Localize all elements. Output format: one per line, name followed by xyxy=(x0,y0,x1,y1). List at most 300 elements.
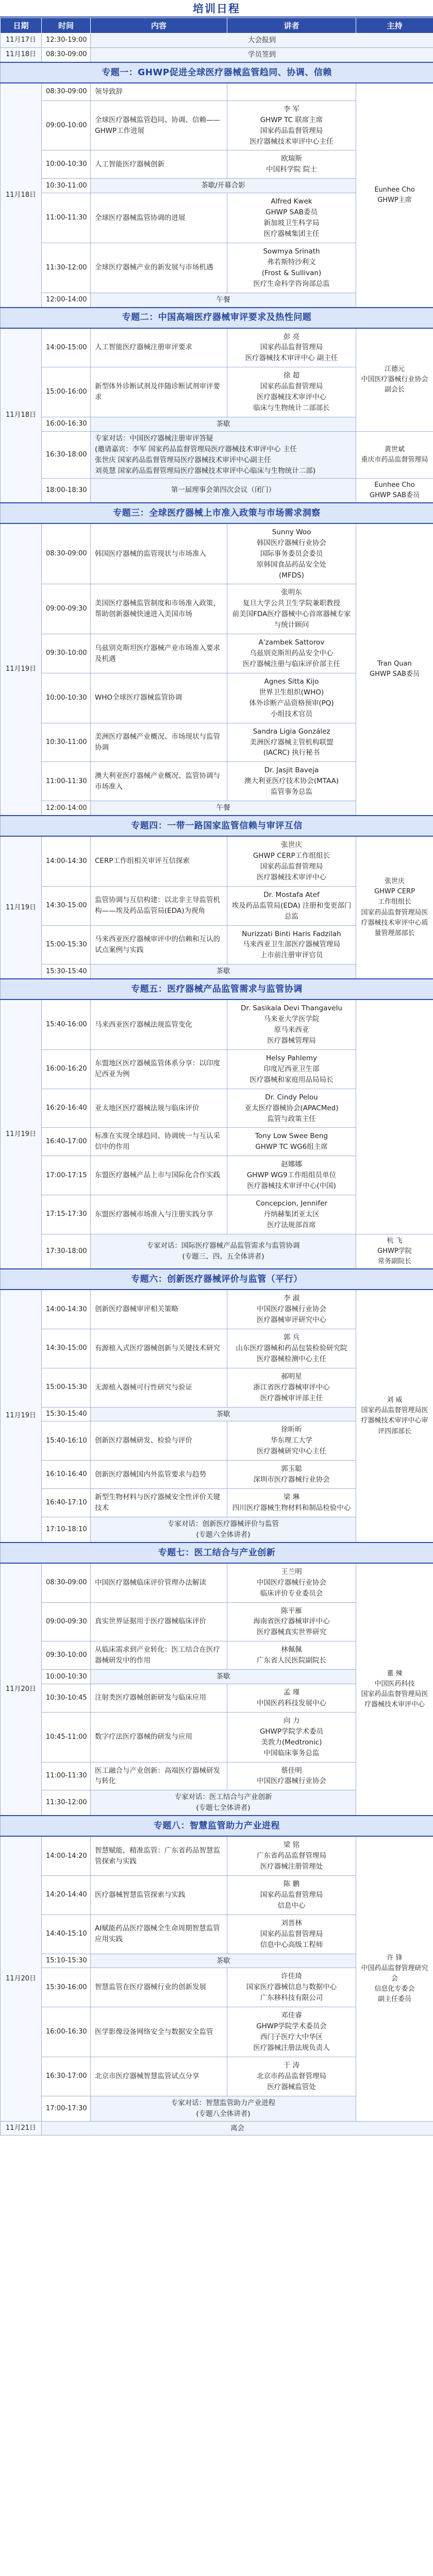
host-cell xyxy=(356,328,433,432)
text-line: 医疗器械技术审评中心 副主任 xyxy=(245,354,338,363)
time-cell: 15:10-15:30 xyxy=(42,1954,91,1968)
content-cell xyxy=(91,1790,356,1816)
text-line: 副主任委员 xyxy=(377,1995,411,2004)
time-cell: 14:00-14:30 xyxy=(42,1290,91,1329)
time-cell: 15:30-15:40 xyxy=(42,964,91,979)
host-cell xyxy=(356,431,433,478)
topic-cell: 创新医疗器械研发、检验与评价 xyxy=(91,1421,227,1461)
text-line: 医疗器械技术审评中心主任 xyxy=(249,137,334,146)
speaker-cell xyxy=(227,673,356,723)
time-cell: 17:00-17:30 xyxy=(42,2096,91,2121)
date-cell: 11月19日 xyxy=(1,1290,42,1543)
topic-cell: 人工智能医疗器械创新 xyxy=(91,150,227,179)
host-cell xyxy=(356,1234,433,1269)
table-row xyxy=(1,1836,433,1875)
text-line: Sowmya Srinath xyxy=(263,247,320,256)
text-line: 茶歇/开幕合影 xyxy=(201,181,245,190)
text-line: 北京市药品监督管理局 xyxy=(257,2072,326,2080)
time-cell: 16:40-17:00 xyxy=(42,1128,91,1156)
time-cell: 10:45-11:00 xyxy=(42,1712,91,1762)
text-line: 中国临床事务总监 xyxy=(263,1749,320,1757)
time-cell: 10:30-10:45 xyxy=(42,1684,91,1713)
text-line: 马来西亚卫生部医疗器械管理局 xyxy=(243,940,340,949)
text-line: 刘英慧 国家药品监督管理局医疗器械技术审评中心临床与生物统计二部) xyxy=(95,466,316,475)
speaker-cell xyxy=(227,925,356,964)
text-line: 监管事务总监 xyxy=(271,788,312,796)
section-header-cell xyxy=(1,503,433,523)
text-line: 医疗器械管理局 xyxy=(267,1036,316,1045)
text-line: 欧瑞斯 xyxy=(281,155,302,163)
text-line: Dr. Jasjit Baveja xyxy=(264,766,319,775)
section-title: 专题一：GHWP促进全球医疗器械监管趋同、协调、信赖 xyxy=(102,67,332,78)
section-header-cell xyxy=(1,308,433,328)
time-cell: 14:30-15:00 xyxy=(42,1329,91,1368)
time-cell: 14:00-15:00 xyxy=(42,328,91,367)
time-cell: 16:00-16:20 xyxy=(42,1049,91,1089)
text-line: 茶歇 xyxy=(216,1410,230,1418)
text-line: 深圳市医疗器械行业协会 xyxy=(253,1476,330,1484)
text-line: 医疗器械技术审评中心(中国) xyxy=(247,1182,336,1191)
text-line: (专题八全体讲者) xyxy=(196,2109,251,2118)
time-cell: 18:00-18:30 xyxy=(42,478,91,503)
page-title: 培训日程 xyxy=(193,3,240,15)
date-cell: 11月20日 xyxy=(1,1836,42,2121)
text-line: 澳大利亚医疗技术协会(MTAA) xyxy=(244,777,339,786)
col-header-speaker: 讲者 xyxy=(227,18,356,33)
text-line: Dr. Cindy Pelou xyxy=(265,1093,318,1101)
text-line: 医疗生命科学咨询部总监 xyxy=(253,279,330,288)
col-header-time: 时间 xyxy=(42,18,91,33)
text-line: 医疗器械审评研究中心 xyxy=(257,1316,326,1325)
speaker-cell xyxy=(227,2007,356,2057)
text-line: GHWP SAB委员 xyxy=(370,670,420,679)
text-line: A'zambek Sattorov xyxy=(258,638,325,647)
text-line: 丹纳赫集团亚太区 xyxy=(263,1210,320,1218)
speaker-cell xyxy=(227,723,356,762)
text-line: 工作组组长 xyxy=(377,898,411,906)
speaker-cell xyxy=(227,1368,356,1407)
time-cell: 15:00-15:30 xyxy=(42,1368,91,1407)
text-line: 张世庆 xyxy=(384,877,405,886)
text-line: 医疗器械技术审评中心 xyxy=(257,873,326,882)
text-line: (专题七全体讲者) xyxy=(196,1804,251,1812)
time-cell: 09:00-09:30 xyxy=(42,584,91,634)
text-line: 信息中心高级工程师 xyxy=(260,1940,323,1949)
topic-cell: 全球医疗器械监管趋同、协调、信赖——GHWP工作进展 xyxy=(91,100,227,150)
topic-cell: 领导致辞 xyxy=(91,83,227,100)
text-line: Tran Quan xyxy=(377,660,412,668)
speaker-cell xyxy=(227,836,356,886)
schedule-body xyxy=(1,33,433,2136)
section-header-cell xyxy=(1,1269,433,1290)
text-line: 茶歇 xyxy=(216,967,230,976)
topic-cell: 东盟医疗器械产品上市与国际化合作实践 xyxy=(91,1156,227,1195)
speaker-cell xyxy=(227,1836,356,1875)
content-cell xyxy=(91,964,356,979)
text-line: Nurizzati Binti Haris Fadzilah xyxy=(242,929,341,938)
speaker-cell xyxy=(227,1195,356,1234)
content-cell: 离会 xyxy=(42,2121,433,2136)
text-line: 国家药品监督管理局 xyxy=(260,862,323,871)
text-line: (MFDS) xyxy=(279,571,304,580)
topic-cell: 全球医疗器械监管协调的进展 xyxy=(91,193,227,243)
text-line: GHWP SAB委员 xyxy=(370,491,420,499)
topic-cell: 医疗器械智慧监管探索与实践 xyxy=(91,1876,227,1915)
section-header-row xyxy=(1,503,433,523)
text-line: 张世庆 国家药品监督管理局医疗器械技术审评中心副主任 xyxy=(95,455,271,464)
section-header-cell xyxy=(1,816,433,836)
col-header-content: 内容 xyxy=(91,18,227,33)
text-line: 国际事务委员会委员 xyxy=(260,549,323,558)
text-line: 印度尼西亚卫生部 xyxy=(263,1064,320,1073)
text-line: GHWP主席 xyxy=(377,196,412,204)
time-cell: 10:00-10:30 xyxy=(42,1670,91,1684)
text-line: GHWP SAB委员 xyxy=(265,208,318,217)
text-line: GHWP CERP xyxy=(374,888,415,896)
time-cell: 15:30-16:00 xyxy=(42,1968,91,2007)
text-line: 杭 飞 xyxy=(387,1236,403,1245)
text-line: 医疗器械注册管理处 xyxy=(260,1862,323,1871)
speaker-cell xyxy=(227,150,356,179)
topic-cell: 美国医疗器械监管制度和市场准入政策，帮助创新器械快速进入美国市场 xyxy=(91,584,227,634)
text-line: 江德元 xyxy=(384,365,405,373)
text-line: 国家药品监督管理局 xyxy=(260,343,323,352)
text-line: (Frost & Sullivan) xyxy=(261,268,322,277)
topic-cell: 智慧赋能，精准监管：广东省药品智慧监管探索与实践 xyxy=(91,1836,227,1875)
text-line: 广东省人民医院副院长 xyxy=(257,1656,326,1665)
text-line: Sunny Woo xyxy=(272,528,311,536)
text-line: 专家对话：医工结合与产业创新 xyxy=(174,1793,272,1802)
text-line: 国家药品监督管理局 xyxy=(260,126,323,135)
time-cell: 08:30-09:00 xyxy=(42,1563,91,1602)
date-cell: 11月21日 xyxy=(1,2121,42,2136)
topic-cell: 真实世界证据用于医疗器械临床评价 xyxy=(91,1602,227,1641)
topic-cell: 北京市医疗器械智慧监管试点分享 xyxy=(91,2057,227,2096)
topic-cell: 医学影像设备网络安全与数据安全监管 xyxy=(91,2007,227,2057)
text-line: 医疗器械注册与临床评价部主任 xyxy=(243,660,340,668)
text-line: 午餐 xyxy=(216,804,230,812)
text-line: 医疗器械和家庭用品局局长 xyxy=(249,1075,334,1084)
text-line: 西门子医疗大中华区 xyxy=(260,2033,323,2042)
text-line: 新加坡卫生科学局 xyxy=(263,219,320,228)
speaker-cell xyxy=(227,328,356,367)
text-line: 中国医疗器械行业协会 xyxy=(257,1578,326,1587)
text-line: (邀请嘉宾：李军 国家药品监督管理局医疗器械技术审评中心 主任 xyxy=(95,445,297,453)
time-cell: 17:30-18:00 xyxy=(42,1234,91,1269)
text-line: 小组技术官员 xyxy=(271,709,312,718)
speaker-cell xyxy=(227,1329,356,1368)
speaker-cell xyxy=(227,762,356,801)
content-cell xyxy=(91,1234,356,1269)
text-line: 蔡佳明 xyxy=(281,1766,302,1775)
topic-cell: 从临床需求到产业转化：医工结合在医疗器械研发中的作用 xyxy=(91,1641,227,1670)
text-line: 茶歇 xyxy=(216,1672,230,1681)
text-line: Eunhee Cho xyxy=(374,481,415,489)
time-cell: 16:20-16:40 xyxy=(42,1089,91,1128)
text-line: 李 淑 xyxy=(283,1294,300,1303)
text-line: Dr. Mostafa Atef xyxy=(263,890,320,899)
text-line: 华东理工大学 xyxy=(271,1436,312,1445)
text-line: 刘 威 xyxy=(387,1396,403,1404)
speaker-cell xyxy=(227,1684,356,1713)
text-line: 信息中心 xyxy=(277,1901,306,1910)
topic-cell: 乌兹别克斯坦医疗器械产业市场准入要求及机遇 xyxy=(91,634,227,673)
host-cell xyxy=(356,1563,433,1816)
section-title: 专题二：中国高端医疗器械审评要求及热性问题 xyxy=(122,312,312,323)
time-cell: 11:30-12:00 xyxy=(42,1790,91,1816)
time-cell: 14:00-14:20 xyxy=(42,1836,91,1875)
text-line: 张明东 xyxy=(281,588,302,597)
time-cell: 14:00-14:30 xyxy=(42,836,91,886)
host-cell xyxy=(356,1836,433,2121)
topic-cell: 新型体外诊断试剂及伴随诊断试剂审评要求 xyxy=(91,367,227,417)
text-line: 海南省医疗器械审评中心 xyxy=(253,1617,330,1626)
section-header-cell xyxy=(1,979,433,999)
text-line: 浙江省医疗器械审评中心 xyxy=(253,1383,330,1392)
text-line: 第一届理事会第四次会议（闭门） xyxy=(171,486,276,495)
time-cell: 11:00-11:30 xyxy=(42,1762,91,1790)
table-row xyxy=(1,328,433,367)
col-header-date: 日期 xyxy=(1,18,42,33)
content-cell xyxy=(91,1670,356,1684)
date-cell: 11月20日 xyxy=(1,1563,42,1816)
time-cell: 14:40-15:10 xyxy=(42,1914,91,1954)
time-cell: 15:40-16:10 xyxy=(42,1421,91,1461)
date-cell: 11月19日 xyxy=(1,523,42,816)
time-cell: 16:30-17:00 xyxy=(42,2057,91,2096)
speaker-cell xyxy=(227,1914,356,1954)
section-header-row xyxy=(1,816,433,836)
text-line: 前美国FDA医疗器械中心首席器械专家与统计顾问 xyxy=(232,610,351,630)
text-line: 国家医疗器械信息与数据中心 xyxy=(246,1983,337,1992)
text-line: 郝明星 xyxy=(281,1372,302,1381)
text-line: 徐昕昕 xyxy=(281,1426,302,1434)
text-line: 陈平雁 xyxy=(281,1606,302,1615)
speaker-cell xyxy=(227,1156,356,1195)
text-line: 医疗器械检测中心主任 xyxy=(257,1354,326,1363)
host-cell xyxy=(356,836,433,979)
speaker-cell xyxy=(227,367,356,417)
text-line: Eunhee Cho xyxy=(374,185,415,194)
text-line: 山东医疗器械和药品包装检验研究院 xyxy=(236,1344,347,1352)
text-line: 亚太医疗器械协会(APACMed) xyxy=(244,1104,339,1112)
section-header-row xyxy=(1,1816,433,1836)
text-line: 午餐 xyxy=(216,295,230,304)
text-line: 上市前注册审评官员 xyxy=(260,951,323,960)
topic-cell: 无源植入器械可行性研究与验证 xyxy=(91,1368,227,1407)
speaker-cell xyxy=(227,1128,356,1156)
topic-cell: 亚太地区医疗器械法规与临床评价 xyxy=(91,1089,227,1128)
text-line: Sandra Ligia González xyxy=(253,727,330,736)
text-line: 医疗器械研究中心主任 xyxy=(257,1447,326,1456)
time-cell: 12:30-19:00 xyxy=(42,33,91,48)
topic-cell: AI赋能药品医疗器械全生命周期智慧监管应用实践 xyxy=(91,1914,227,1954)
section-header-cell xyxy=(1,1816,433,1836)
text-line: 埃及药品监管局(EDA) 注册和变更部门总监 xyxy=(231,901,352,921)
table-row xyxy=(1,999,433,1049)
text-line: GHWP TC WG6组主席 xyxy=(255,1143,328,1151)
text-line: GHWP WG9工作组组员单位 xyxy=(246,1171,337,1180)
topic-cell: 马来西亚医疗器械法规监管变化 xyxy=(91,999,227,1049)
text-line: 中国药品监督管理研究会 xyxy=(361,1964,428,1982)
speaker-cell xyxy=(227,634,356,673)
speaker-cell xyxy=(227,523,356,584)
topic-cell: 全球医疗器械产业的新发展与市场机遇 xyxy=(91,243,227,293)
table-row xyxy=(1,33,433,48)
text-line: GHWP CERP工作组组长 xyxy=(253,851,330,860)
table-row xyxy=(1,836,433,886)
speaker-cell xyxy=(227,1563,356,1602)
topic-cell: 标准在实现全球趋同、协调统一与互认采信中的作用 xyxy=(91,1128,227,1156)
text-line: 茶歇 xyxy=(216,419,230,428)
text-line: 中国科学院 院士 xyxy=(266,165,317,174)
text-line: GHWP学院学术委员会 xyxy=(256,2022,327,2031)
speaker-cell xyxy=(227,1049,356,1089)
text-line: 专家对话：国际医疗器械产品监管需求与监管协调 xyxy=(146,1242,300,1250)
section-header-cell xyxy=(1,62,433,83)
time-cell: 10:00-10:30 xyxy=(42,673,91,723)
speaker-cell xyxy=(227,886,356,925)
text-line: (IACRC) 执行秘书 xyxy=(263,749,320,757)
section-header-row xyxy=(1,1269,433,1290)
text-line: 黄世斌 xyxy=(384,445,405,453)
table-row xyxy=(1,1290,433,1329)
schedule-table xyxy=(0,18,433,2136)
table-row xyxy=(1,478,433,503)
speaker-cell xyxy=(227,100,356,150)
text-line: Concepcion, Jennifer xyxy=(256,1199,327,1208)
table-row xyxy=(1,431,433,478)
table-row xyxy=(1,1049,433,1089)
text-line: 国家药品监督管理局 xyxy=(260,1890,323,1899)
table-row xyxy=(1,1128,433,1156)
time-cell: 14:20-14:40 xyxy=(42,1876,91,1915)
time-cell: 12:00-14:00 xyxy=(42,293,91,307)
content-cell xyxy=(91,478,356,503)
speaker-cell xyxy=(227,584,356,634)
text-line: 向 力 xyxy=(283,1716,300,1725)
table-row xyxy=(1,2121,433,2136)
text-line: 国家药品监督管理局医疗器械技术审评中心 xyxy=(361,1690,428,1709)
time-cell: 09:30-10:00 xyxy=(42,634,91,673)
time-cell: 15:00-16:00 xyxy=(42,367,91,417)
col-header-host: 主持 xyxy=(356,18,433,33)
content-cell xyxy=(91,801,356,816)
text-line: 中国医疗器械行业协会 副会长 xyxy=(361,376,428,394)
text-line: 邓佳睿 xyxy=(281,2011,302,2020)
text-line: 郭玉聪 xyxy=(281,1465,302,1473)
time-cell: 10:00-10:30 xyxy=(42,150,91,179)
time-cell: 17:15-17:30 xyxy=(42,1195,91,1234)
text-line: 四川医疗器械生物材料和制品检验中心 xyxy=(232,1503,351,1512)
speaker-cell xyxy=(227,1489,356,1517)
text-line: 弗若斯特沙利文 xyxy=(267,258,316,266)
table-row xyxy=(1,523,433,584)
time-cell: 09:00-09:30 xyxy=(42,1602,91,1641)
text-line: GHWP学院学术委员 xyxy=(259,1727,324,1736)
time-cell: 08:30-09:00 xyxy=(42,83,91,100)
text-line: 中国医疗器械行业协会 xyxy=(257,1305,326,1314)
topic-cell: 澳大利亚医疗器械产业概况、监管协调与市场准入 xyxy=(91,762,227,801)
text-line: 医疗器械注册法规负责人 xyxy=(253,2044,330,2052)
time-cell: 09:00-10:00 xyxy=(42,100,91,150)
topic-cell: 人工智能医疗器械注册审评要求 xyxy=(91,328,227,367)
text-line: 美洲医疗器械主管机构联盟 xyxy=(249,738,334,747)
content-cell xyxy=(91,1517,356,1542)
text-line: 医疗法规部首席 xyxy=(267,1221,316,1229)
speaker-cell xyxy=(227,1089,356,1128)
time-cell: 17:10-18:10 xyxy=(42,1517,91,1542)
content-cell xyxy=(91,293,356,307)
time-cell: 10:30-11:00 xyxy=(42,723,91,762)
host-cell xyxy=(356,1290,433,1543)
date-cell: 11月19日 xyxy=(1,999,42,1269)
text-line: 医疗器械技术审评中心 xyxy=(257,393,326,402)
text-line: 国家药品监督管理局 xyxy=(260,382,323,391)
text-line: 广东移科技有限公司 xyxy=(260,1994,323,2003)
date-cell: 11月17日 xyxy=(1,33,42,48)
text-line: 李 军 xyxy=(283,105,300,113)
table-row xyxy=(1,47,433,62)
text-line: 马来亚大学医学院 xyxy=(263,1015,320,1024)
text-line: 梁 琳 xyxy=(283,1493,300,1502)
time-cell: 12:00-14:00 xyxy=(42,801,91,816)
date-cell: 11月19日 xyxy=(1,836,42,979)
section-header-row xyxy=(1,62,433,83)
topic-cell: 数字疗法医疗器械的研发与应用 xyxy=(91,1712,227,1762)
text-line: 茶歇 xyxy=(216,1956,230,1965)
text-line: 国家药品监督管理局 xyxy=(260,1929,323,1938)
text-line: 信息化专委会 xyxy=(374,1985,415,1993)
time-cell: 11:00-11:30 xyxy=(42,762,91,801)
text-line: 王兰明 xyxy=(281,1567,302,1576)
topic-cell: 创新医疗器械审评相关策略 xyxy=(91,1290,227,1329)
text-line: 原马来西亚 xyxy=(274,1026,309,1035)
table-row xyxy=(1,1195,433,1234)
host-cell xyxy=(356,83,433,308)
speaker-cell xyxy=(227,1712,356,1762)
table-row xyxy=(1,83,433,100)
section-header-row xyxy=(1,308,433,328)
topic-cell: 马来西亚医疗器械审评中的信赖和互认的试点案例与实践 xyxy=(91,925,227,964)
section-title: 专题七：医工结合与产业创新 xyxy=(158,1547,276,1558)
text-line: 中国医药科技发展中心 xyxy=(257,1699,326,1707)
speaker-cell xyxy=(227,83,356,100)
time-cell: 14:30-15:00 xyxy=(42,886,91,925)
topic-cell: 创新医疗器械国内外监管要求与趋势 xyxy=(91,1461,227,1489)
text-line: 国家药品监督管理局医疗器械技术审评中心质量管理部部长 xyxy=(361,908,428,937)
text-line: 重庆市药品监督管理局 xyxy=(361,455,428,464)
table-row xyxy=(1,1089,433,1128)
section-header-row xyxy=(1,979,433,999)
text-line: Helsy Pahlemy xyxy=(265,1054,318,1062)
section-title: 专题六：创新医疗器械评价与监管（平行） xyxy=(131,1274,303,1285)
table-row xyxy=(1,1563,433,1602)
speaker-cell xyxy=(227,999,356,1049)
time-cell: 15:30-15:40 xyxy=(42,1407,91,1421)
text-line: 医疗器械真实世界研究 xyxy=(257,1628,326,1637)
text-line: 监管与政策主任 xyxy=(267,1114,316,1123)
section-header-row xyxy=(1,1543,433,1563)
text-line: 医疗器械审评部主任 xyxy=(260,1394,323,1402)
text-line: 彭 亮 xyxy=(283,332,300,341)
time-cell: 16:00-16:30 xyxy=(42,2007,91,2057)
text-line: 于 涛 xyxy=(283,2061,300,2070)
text-line: 韩国医疗器械行业协会 xyxy=(257,538,326,547)
topic-cell: 有源植入式医疗器械创新与关键技术研究 xyxy=(91,1329,227,1368)
content-cell xyxy=(91,2096,356,2121)
topic-cell: 医工融合与产业创新：高端医疗器械研发与转化 xyxy=(91,1762,227,1790)
